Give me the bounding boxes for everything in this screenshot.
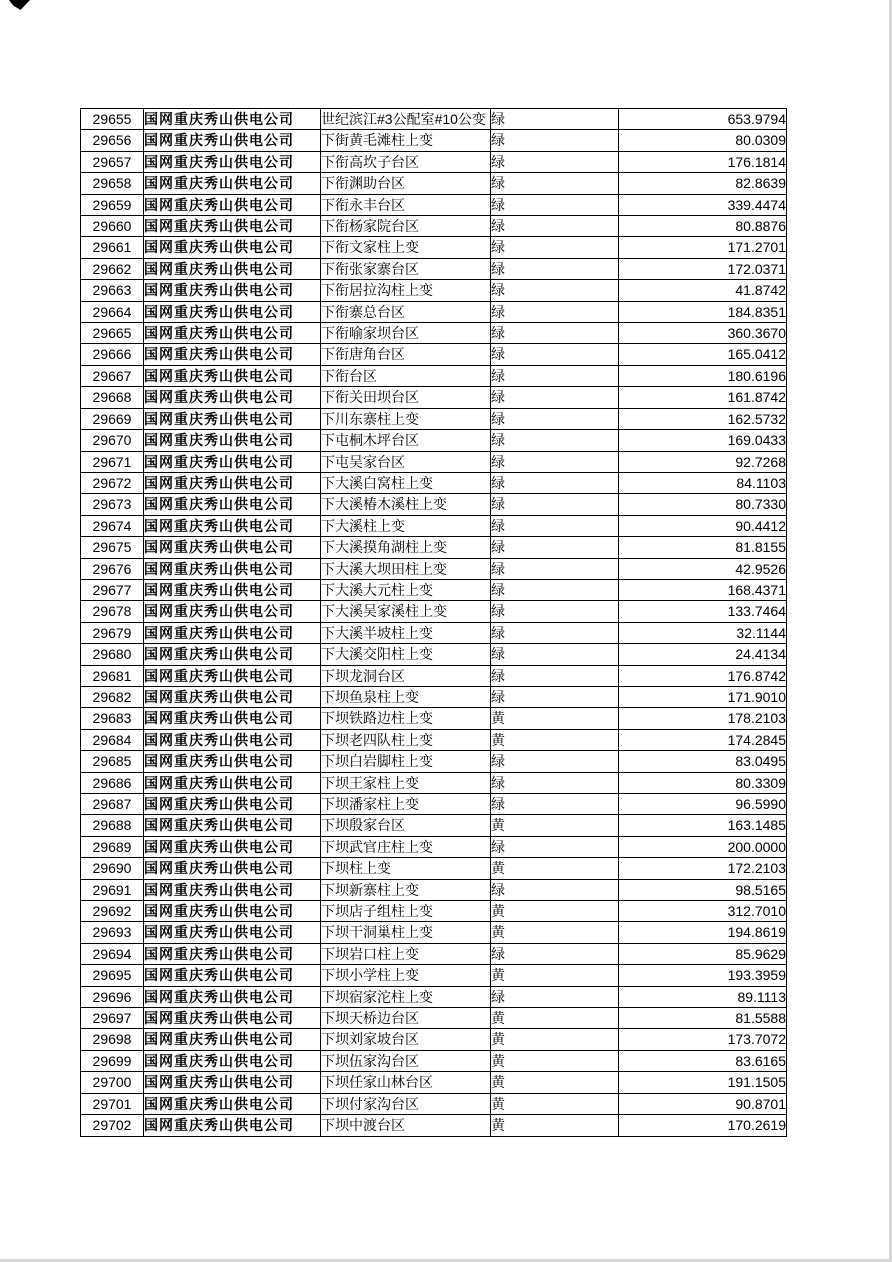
table-row [81, 323, 787, 344]
table-row [81, 515, 787, 536]
table-row [81, 1029, 787, 1050]
cell-row-id: 29686 [81, 772, 144, 793]
cell-station: 下坝铁路边柱上变 [321, 708, 491, 729]
cell-value: 171.9010 [619, 686, 787, 707]
cell-company: 国网重庆秀山供电公司 [144, 109, 321, 130]
table-row [81, 494, 787, 515]
cell-status: 绿 [491, 665, 619, 686]
cell-status: 绿 [491, 280, 619, 301]
cell-station: 下坝伍家沟台区 [321, 1050, 491, 1071]
cell-company: 国网重庆秀山供电公司 [144, 173, 321, 194]
cell-value: 193.3959 [619, 965, 787, 986]
cell-row-id: 29673 [81, 494, 144, 515]
cell-status: 黄 [491, 815, 619, 836]
cell-company: 国网重庆秀山供电公司 [144, 515, 321, 536]
cell-value: 184.8351 [619, 301, 787, 322]
cell-status: 绿 [491, 794, 619, 815]
cell-station: 下大溪柱上变 [321, 515, 491, 536]
cell-row-id: 29671 [81, 451, 144, 472]
cell-station: 下衔喻家坝台区 [321, 323, 491, 344]
table-row [81, 815, 787, 836]
cell-company: 国网重庆秀山供电公司 [144, 216, 321, 237]
cell-row-id: 29662 [81, 258, 144, 279]
cell-company: 国网重庆秀山供电公司 [144, 451, 321, 472]
table-row [81, 1115, 787, 1136]
cell-row-id: 29691 [81, 879, 144, 900]
cell-company: 国网重庆秀山供电公司 [144, 772, 321, 793]
table-row [81, 1093, 787, 1114]
cell-row-id: 29685 [81, 751, 144, 772]
cell-value: 161.8742 [619, 387, 787, 408]
cell-company: 国网重庆秀山供电公司 [144, 280, 321, 301]
cell-row-id: 29668 [81, 387, 144, 408]
cell-value: 80.8876 [619, 216, 787, 237]
cell-row-id: 29659 [81, 194, 144, 215]
table-row [81, 173, 787, 194]
cell-station: 下大溪椿木溪柱上变 [321, 494, 491, 515]
cell-row-id: 29665 [81, 323, 144, 344]
table-row [81, 601, 787, 622]
cell-value: 191.1505 [619, 1072, 787, 1093]
cell-row-id: 29697 [81, 1008, 144, 1029]
cell-row-id: 29666 [81, 344, 144, 365]
cell-row-id: 29681 [81, 665, 144, 686]
cell-company: 国网重庆秀山供电公司 [144, 729, 321, 750]
cell-row-id: 29690 [81, 858, 144, 879]
cell-status: 绿 [491, 301, 619, 322]
cell-status: 绿 [491, 579, 619, 600]
cell-station: 下衔张家寨台区 [321, 258, 491, 279]
cell-status: 绿 [491, 601, 619, 622]
cell-status: 绿 [491, 751, 619, 772]
cell-value: 176.1814 [619, 151, 787, 172]
cell-status: 绿 [491, 151, 619, 172]
cell-station: 下衔高坎子台区 [321, 151, 491, 172]
cell-company: 国网重庆秀山供电公司 [144, 943, 321, 964]
cell-status: 黄 [491, 1115, 619, 1136]
cell-row-id: 29675 [81, 537, 144, 558]
table-row [81, 280, 787, 301]
table-row [81, 365, 787, 386]
cell-station: 下坝殷家台区 [321, 815, 491, 836]
cell-company: 国网重庆秀山供电公司 [144, 558, 321, 579]
cell-status: 绿 [491, 558, 619, 579]
cell-company: 国网重庆秀山供电公司 [144, 472, 321, 493]
cell-station: 下大溪吴家溪柱上变 [321, 601, 491, 622]
cell-status: 黄 [491, 1029, 619, 1050]
cell-value: 360.3670 [619, 323, 787, 344]
cell-row-id: 29693 [81, 922, 144, 943]
table-row [81, 986, 787, 1007]
cell-status: 绿 [491, 344, 619, 365]
cell-value: 32.1144 [619, 622, 787, 643]
cell-value: 81.5588 [619, 1008, 787, 1029]
cell-value: 84.1103 [619, 472, 787, 493]
cell-row-id: 29695 [81, 965, 144, 986]
cell-row-id: 29680 [81, 644, 144, 665]
cell-row-id: 29676 [81, 558, 144, 579]
table-row [81, 729, 787, 750]
cell-status: 绿 [491, 365, 619, 386]
cell-station: 下大溪交阳柱上变 [321, 644, 491, 665]
cell-value: 171.2701 [619, 237, 787, 258]
cell-status: 绿 [491, 836, 619, 857]
cell-station: 下坝新寨柱上变 [321, 879, 491, 900]
cell-company: 国网重庆秀山供电公司 [144, 258, 321, 279]
cell-row-id: 29684 [81, 729, 144, 750]
cell-company: 国网重庆秀山供电公司 [144, 579, 321, 600]
cell-station: 下坝柱上变 [321, 858, 491, 879]
cell-status: 绿 [491, 216, 619, 237]
table-row [81, 1072, 787, 1093]
cell-station: 下坝干洞巢柱上变 [321, 922, 491, 943]
cell-row-id: 29656 [81, 130, 144, 151]
cell-value: 200.0000 [619, 836, 787, 857]
cell-value: 172.0371 [619, 258, 787, 279]
cell-row-id: 29688 [81, 815, 144, 836]
cell-station: 下大溪摸角湖柱上变 [321, 537, 491, 558]
table-row [81, 686, 787, 707]
table-row [81, 408, 787, 429]
cell-value: 169.0433 [619, 430, 787, 451]
cell-company: 国网重庆秀山供电公司 [144, 408, 321, 429]
cell-row-id: 29700 [81, 1072, 144, 1093]
cell-value: 42.9526 [619, 558, 787, 579]
cell-status: 绿 [491, 451, 619, 472]
cell-status: 黄 [491, 858, 619, 879]
cell-row-id: 29687 [81, 794, 144, 815]
cell-value: 83.6165 [619, 1050, 787, 1071]
cell-value: 172.2103 [619, 858, 787, 879]
cell-value: 133.7464 [619, 601, 787, 622]
cell-value: 80.7330 [619, 494, 787, 515]
cell-row-id: 29655 [81, 109, 144, 130]
cell-station: 下川东寨柱上变 [321, 408, 491, 429]
cell-value: 82.8639 [619, 173, 787, 194]
cell-company: 国网重庆秀山供电公司 [144, 1093, 321, 1114]
cell-station: 下衔寨总台区 [321, 301, 491, 322]
cell-value: 173.7072 [619, 1029, 787, 1050]
cell-station: 下屯桐木坪台区 [321, 430, 491, 451]
cell-station: 下衔居拉沟柱上变 [321, 280, 491, 301]
table-row [81, 216, 787, 237]
cell-company: 国网重庆秀山供电公司 [144, 537, 321, 558]
cell-status: 绿 [491, 258, 619, 279]
table-row [81, 772, 787, 793]
cell-value: 81.8155 [619, 537, 787, 558]
table-row [81, 644, 787, 665]
cell-company: 国网重庆秀山供电公司 [144, 879, 321, 900]
cell-status: 黄 [491, 1093, 619, 1114]
table-row [81, 879, 787, 900]
cell-station: 下坝岩口柱上变 [321, 943, 491, 964]
table-row [81, 344, 787, 365]
cell-station: 下衔杨家院台区 [321, 216, 491, 237]
cell-station: 下衔文家柱上变 [321, 237, 491, 258]
cell-row-id: 29663 [81, 280, 144, 301]
table-row [81, 901, 787, 922]
cell-company: 国网重庆秀山供电公司 [144, 644, 321, 665]
cell-row-id: 29672 [81, 472, 144, 493]
cell-station: 下坝鱼泉柱上变 [321, 686, 491, 707]
cell-company: 国网重庆秀山供电公司 [144, 708, 321, 729]
cell-status: 绿 [491, 537, 619, 558]
cell-company: 国网重庆秀山供电公司 [144, 130, 321, 151]
cell-station: 下衔永丰台区 [321, 194, 491, 215]
cell-company: 国网重庆秀山供电公司 [144, 301, 321, 322]
cell-status: 绿 [491, 879, 619, 900]
cell-company: 国网重庆秀山供电公司 [144, 494, 321, 515]
cell-row-id: 29674 [81, 515, 144, 536]
cell-company: 国网重庆秀山供电公司 [144, 836, 321, 857]
cell-status: 绿 [491, 387, 619, 408]
cell-row-id: 29682 [81, 686, 144, 707]
cell-station: 下衔关田坝台区 [321, 387, 491, 408]
cell-station: 下坝武官庄柱上变 [321, 836, 491, 857]
cell-value: 653.9794 [619, 109, 787, 130]
cell-company: 国网重庆秀山供电公司 [144, 901, 321, 922]
cell-station: 世纪滨江#3公配室#10公变 [321, 109, 491, 130]
cell-company: 国网重庆秀山供电公司 [144, 965, 321, 986]
page-corner-mark [9, 0, 30, 10]
cell-company: 国网重庆秀山供电公司 [144, 323, 321, 344]
table-row [81, 387, 787, 408]
cell-station: 下坝任家山林台区 [321, 1072, 491, 1093]
table-row [81, 194, 787, 215]
cell-status: 黄 [491, 1008, 619, 1029]
cell-status: 绿 [491, 173, 619, 194]
table-row [81, 858, 787, 879]
cell-station: 下坝白岩脚柱上变 [321, 751, 491, 772]
cell-value: 163.1485 [619, 815, 787, 836]
cell-company: 国网重庆秀山供电公司 [144, 665, 321, 686]
cell-status: 黄 [491, 1072, 619, 1093]
cell-company: 国网重庆秀山供电公司 [144, 815, 321, 836]
table-row [81, 708, 787, 729]
cell-status: 绿 [491, 622, 619, 643]
cell-station: 下坝中渡台区 [321, 1115, 491, 1136]
cell-value: 176.8742 [619, 665, 787, 686]
cell-status: 黄 [491, 729, 619, 750]
cell-status: 绿 [491, 494, 619, 515]
cell-status: 绿 [491, 686, 619, 707]
cell-row-id: 29677 [81, 579, 144, 600]
cell-status: 绿 [491, 986, 619, 1007]
cell-company: 国网重庆秀山供电公司 [144, 1008, 321, 1029]
cell-value: 174.2845 [619, 729, 787, 750]
cell-company: 国网重庆秀山供电公司 [144, 601, 321, 622]
cell-status: 绿 [491, 644, 619, 665]
table-row [81, 451, 787, 472]
cell-company: 国网重庆秀山供电公司 [144, 237, 321, 258]
cell-station: 下坝龙洞台区 [321, 665, 491, 686]
power-station-table [80, 108, 787, 1137]
cell-status: 绿 [491, 943, 619, 964]
table-row [81, 794, 787, 815]
cell-status: 绿 [491, 772, 619, 793]
cell-value: 165.0412 [619, 344, 787, 365]
cell-row-id: 29669 [81, 408, 144, 429]
cell-value: 194.8619 [619, 922, 787, 943]
cell-station: 下坝刘家坡台区 [321, 1029, 491, 1050]
cell-row-id: 29657 [81, 151, 144, 172]
cell-status: 黄 [491, 901, 619, 922]
cell-station: 下坝店子组柱上变 [321, 901, 491, 922]
cell-value: 96.5990 [619, 794, 787, 815]
cell-value: 90.4412 [619, 515, 787, 536]
cell-status: 绿 [491, 408, 619, 429]
cell-status: 绿 [491, 194, 619, 215]
cell-station: 下屯吴家台区 [321, 451, 491, 472]
cell-row-id: 29670 [81, 430, 144, 451]
cell-station: 下坝老四队柱上变 [321, 729, 491, 750]
cell-value: 24.4134 [619, 644, 787, 665]
cell-status: 黄 [491, 922, 619, 943]
cell-status: 绿 [491, 130, 619, 151]
cell-company: 国网重庆秀山供电公司 [144, 686, 321, 707]
cell-company: 国网重庆秀山供电公司 [144, 986, 321, 1007]
table-row [81, 258, 787, 279]
cell-value: 339.4474 [619, 194, 787, 215]
cell-value: 90.8701 [619, 1093, 787, 1114]
table-row [81, 579, 787, 600]
cell-company: 国网重庆秀山供电公司 [144, 1029, 321, 1050]
cell-value: 162.5732 [619, 408, 787, 429]
cell-value: 170.2619 [619, 1115, 787, 1136]
cell-station: 下坝付家沟台区 [321, 1093, 491, 1114]
table-row [81, 537, 787, 558]
cell-station: 下坝小学柱上变 [321, 965, 491, 986]
table-row [81, 109, 787, 130]
cell-company: 国网重庆秀山供电公司 [144, 751, 321, 772]
cell-row-id: 29667 [81, 365, 144, 386]
cell-value: 312.7010 [619, 901, 787, 922]
cell-company: 国网重庆秀山供电公司 [144, 387, 321, 408]
cell-station: 下街黄毛滩柱上变 [321, 130, 491, 151]
table-row [81, 965, 787, 986]
cell-row-id: 29679 [81, 622, 144, 643]
cell-row-id: 29661 [81, 237, 144, 258]
cell-status: 黄 [491, 965, 619, 986]
cell-status: 绿 [491, 323, 619, 344]
cell-status: 绿 [491, 430, 619, 451]
cell-station: 下大溪半坡柱上变 [321, 622, 491, 643]
cell-company: 国网重庆秀山供电公司 [144, 151, 321, 172]
cell-station: 下坝王家柱上变 [321, 772, 491, 793]
table-row [81, 922, 787, 943]
cell-station: 下坝潘家柱上变 [321, 794, 491, 815]
cell-company: 国网重庆秀山供电公司 [144, 1050, 321, 1071]
cell-status: 绿 [491, 237, 619, 258]
cell-station: 下衔唐角台区 [321, 344, 491, 365]
cell-row-id: 29702 [81, 1115, 144, 1136]
cell-row-id: 29683 [81, 708, 144, 729]
table-row [81, 130, 787, 151]
cell-company: 国网重庆秀山供电公司 [144, 794, 321, 815]
cell-company: 国网重庆秀山供电公司 [144, 1115, 321, 1136]
cell-value: 85.9629 [619, 943, 787, 964]
cell-row-id: 29660 [81, 216, 144, 237]
cell-value: 41.8742 [619, 280, 787, 301]
cell-row-id: 29696 [81, 986, 144, 1007]
table-row [81, 751, 787, 772]
cell-row-id: 29701 [81, 1093, 144, 1114]
table-row [81, 237, 787, 258]
cell-status: 绿 [491, 472, 619, 493]
cell-station: 下衔台区 [321, 365, 491, 386]
cell-company: 国网重庆秀山供电公司 [144, 344, 321, 365]
cell-row-id: 29699 [81, 1050, 144, 1071]
cell-status: 绿 [491, 515, 619, 536]
cell-station: 下大溪大元柱上变 [321, 579, 491, 600]
cell-company: 国网重庆秀山供电公司 [144, 622, 321, 643]
table-row [81, 836, 787, 857]
table-row [81, 1008, 787, 1029]
cell-value: 89.1113 [619, 986, 787, 1007]
cell-value: 80.0309 [619, 130, 787, 151]
table-row [81, 430, 787, 451]
cell-value: 80.3309 [619, 772, 787, 793]
cell-row-id: 29694 [81, 943, 144, 964]
table-row [81, 1050, 787, 1071]
table-row [81, 472, 787, 493]
table-row [81, 301, 787, 322]
cell-value: 98.5165 [619, 879, 787, 900]
cell-row-id: 29678 [81, 601, 144, 622]
cell-station: 下大溪白窝柱上变 [321, 472, 491, 493]
cell-value: 92.7268 [619, 451, 787, 472]
cell-value: 180.6196 [619, 365, 787, 386]
cell-row-id: 29664 [81, 301, 144, 322]
cell-company: 国网重庆秀山供电公司 [144, 365, 321, 386]
cell-value: 83.0495 [619, 751, 787, 772]
table-row [81, 665, 787, 686]
cell-station: 下坝宿家沱柱上变 [321, 986, 491, 1007]
cell-station: 下衔渊助台区 [321, 173, 491, 194]
cell-status: 黄 [491, 1050, 619, 1071]
cell-row-id: 29698 [81, 1029, 144, 1050]
cell-company: 国网重庆秀山供电公司 [144, 858, 321, 879]
cell-value: 168.4371 [619, 579, 787, 600]
table-row [81, 622, 787, 643]
cell-value: 178.2103 [619, 708, 787, 729]
table-row [81, 558, 787, 579]
cell-company: 国网重庆秀山供电公司 [144, 194, 321, 215]
cell-company: 国网重庆秀山供电公司 [144, 430, 321, 451]
cell-station: 下大溪大坝田柱上变 [321, 558, 491, 579]
cell-status: 黄 [491, 708, 619, 729]
table-row [81, 943, 787, 964]
table-row [81, 151, 787, 172]
cell-status: 绿 [491, 109, 619, 130]
cell-row-id: 29658 [81, 173, 144, 194]
cell-company: 国网重庆秀山供电公司 [144, 922, 321, 943]
cell-company: 国网重庆秀山供电公司 [144, 1072, 321, 1093]
cell-row-id: 29689 [81, 836, 144, 857]
cell-station: 下坝天桥边台区 [321, 1008, 491, 1029]
cell-row-id: 29692 [81, 901, 144, 922]
